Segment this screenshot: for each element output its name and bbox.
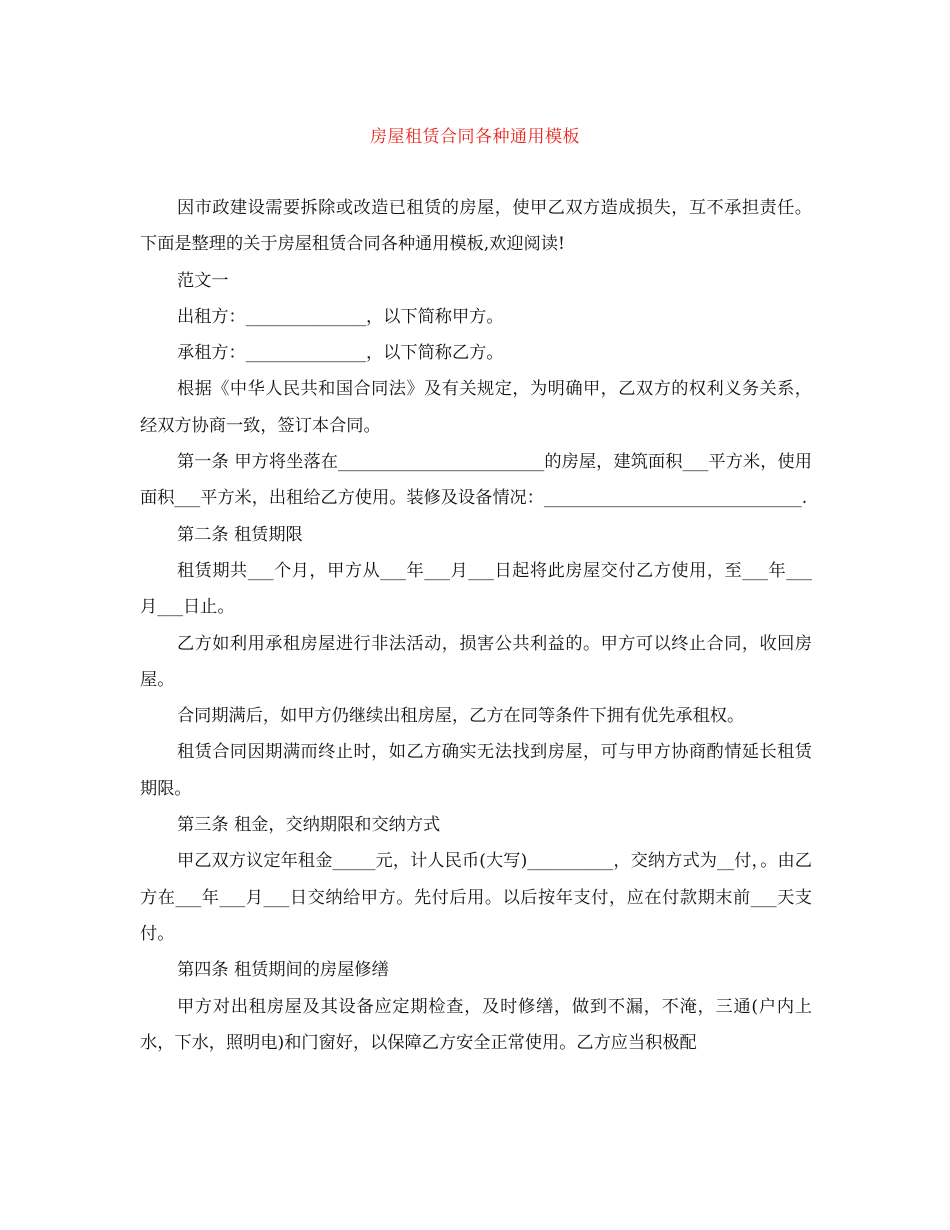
sample-heading: 范文一 <box>176 270 229 291</box>
article-1-paragraph: 第一条 甲方将坐落在________________________的房屋，建筑面积___平方米，使用面积___平方米，出租给乙方使用。装修及设备情况：______________________________. <box>140 452 812 509</box>
lessee-line: 承租方：______________，以下简称乙方。 <box>176 343 504 364</box>
rent-payment-paragraph: 甲乙双方议定年租金_____元，计人民币(大写)__________，交纳方式为__付，。由乙方在___年___月___日交纳给甲方。先付后用。以后按年支付，应在付款期末前___天支付。 <box>140 851 812 944</box>
article-3-heading: 第三条 租金，交纳期限和交纳方式 <box>176 815 441 836</box>
intro-paragraph: 因市政建设需要拆除或改造已租赁的房屋，使甲乙双方造成损失，互不承担责任。下面是整理的关于房屋租赁合同各种通用模板,欢迎阅读! <box>140 198 812 255</box>
repair-paragraph: 甲方对出租房屋及其设备应定期检查，及时修缮，做到不漏，不淹，三通(户内上水，下水，照明电)和门窗好，以保障乙方安全正常使用。乙方应当积极配 <box>140 996 812 1053</box>
document-body <box>140 190 812 1061</box>
article-2-heading: 第二条 租赁期限 <box>176 524 303 545</box>
illegal-use-paragraph: 乙方如利用承租房屋进行非法活动，损害公共利益的。甲方可以终止合同，收回房屋。 <box>140 633 812 690</box>
document-title: 房屋租赁合同各种通用模板 <box>370 127 580 147</box>
priority-renewal-paragraph: 合同期满后，如甲方仍继续出租房屋，乙方在同等条件下拥有优先承租权。 <box>176 706 745 727</box>
lessor-line: 出租方：______________，以下简称甲方。 <box>176 306 504 327</box>
article-4-heading: 第四条 租赁期间的房屋修缮 <box>176 960 389 981</box>
lease-term-paragraph: 租赁期共___个月，甲方从___年___月___日起将此房屋交付乙方使用，至___年___月___日止。 <box>140 560 812 618</box>
legal-basis-paragraph: 根据《中华人民共和国合同法》及有关规定，为明确甲，乙双方的权利义务关系，经双方协商一致，签订本合同。 <box>140 379 812 436</box>
extension-paragraph: 租赁合同因期满而终止时，如乙方确实无法找到房屋，可与甲方协商酌情延长租赁期限。 <box>140 742 812 799</box>
